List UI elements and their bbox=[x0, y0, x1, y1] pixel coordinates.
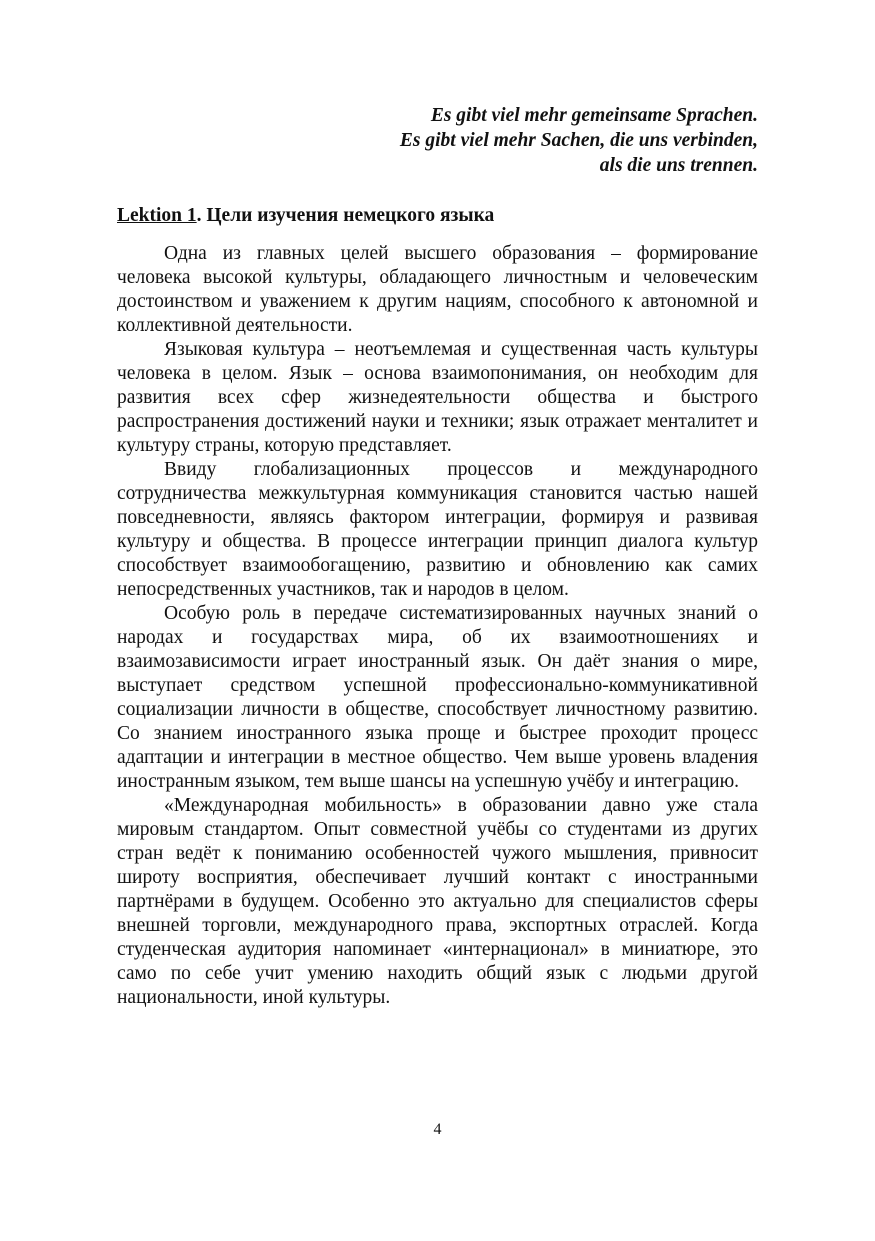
paragraph: «Международная мобильность» в образовании давно уже стала мировым стандартом. Опыт совместной учёбы со студентами из других стран ведёт к пониманию особенностей чужого мышления, привносит широту восприятия, обеспечивает лучший контакт с иностранными партнёрами в будущем. Особенно это актуально для специалистов сферы внешней торговли, международного права, экспортных отраслей. Когда студенческая аудитория напоминает «интернационал» в миниатюре, это само по себе учит умению находить общий язык с людьми другой национальности, иной культуры. bbox=[117, 795, 758, 1008]
lesson-title-text: . Цели изучения немецкого языка bbox=[196, 205, 495, 226]
lesson-heading bbox=[117, 202, 758, 230]
epigraph-line: Es gibt viel mehr gemeinsame Sprachen. bbox=[430, 105, 758, 126]
body-text bbox=[117, 242, 758, 1010]
epigraph-line: Es gibt viel mehr Sachen, die uns verbinden, bbox=[399, 130, 758, 151]
paragraph: Одна из главных целей высшего образования – формирование человека высокой культуры, обладающего личностным и человеческим достоинством и уважением к другим нациям, способного к автономной и коллективной деятельности. bbox=[117, 243, 758, 336]
lesson-label: Lektion 1 bbox=[117, 205, 197, 226]
page-number: 4 bbox=[433, 1121, 442, 1138]
paragraph: Особую роль в передаче систематизированных научных знаний о народах и государствах мира, об их взаимоотношениях и взаимозависимости играет иностранный язык. Он даёт знания о мире, выступает средством успешной профессионально-коммуникативной социализации личности в обществе, способствует личностному развитию. Со знанием иностранного языка проще и быстрее проходит процесс адаптации и интеграции в местное общество. Чем выше уровень владения иностранным языком, тем выше шансы на успешную учёбу и интеграцию. bbox=[117, 603, 758, 792]
epigraph bbox=[117, 103, 758, 178]
paragraph: Ввиду глобализационных процессов и международного сотрудничества межкультурная коммуникация становится частью нашей повседневности, являясь фактором интеграции, формируя и развивая культуру и общества. В процессе интеграции принцип диалога культур способствует взаимообогащению, развитию и обновлению как самих непосредственных участников, так и народов в целом. bbox=[117, 459, 758, 600]
epigraph-line: als die uns trennen. bbox=[599, 155, 758, 176]
paragraph: Языковая культура – неотъемлемая и существенная часть культуры человека в целом. Язык – основа взаимопонимания, он необходим для развития всех сфер жизнедеятельности общества и быстрого распространения достижений науки и техники; язык отражает менталитет и культуру страны, которую представляет. bbox=[117, 339, 758, 456]
document-page bbox=[117, 103, 758, 1010]
